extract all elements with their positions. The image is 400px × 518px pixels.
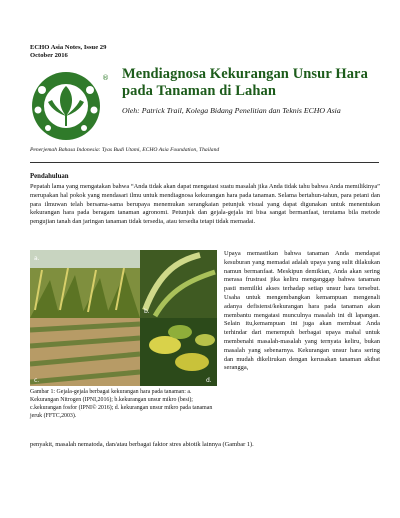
svg-text:®: ® [102, 74, 109, 82]
translator-line: Penerjemah Bahasa Indonesia: Tyas Budi Utami, ECHO Asia Foundation, Thailand [30, 147, 220, 153]
issue-header [30, 44, 106, 60]
page-title: Mendiagnosa Kekurangan Unsur Hara pada Tanaman di Lahan [122, 66, 368, 99]
figure-caption: Gambar 1: Gejala-gejala berbagai kekurangan hara pada tanaman: a. Kekurangan Nitrogen (IPNI,2016); b.kekurangan unsur mikro (besi); c.kekurangan fosfor (IPNI© 2016); d. kekurangan unsur mikro pada tanaman jeruk (FFTC,2003). [30, 389, 213, 419]
figure-label-a: a. [34, 255, 40, 262]
body-paragraph: Upaya memastikan bahwa tanaman Anda mendapat kesuburan yang memadai adalah upaya yang sulit dilakukan namun bermanfaat. Meskipun demikian, Anda akan sering merasa frustrasi jika keliru menganggap bahwa tanaman pasti memiliki akses terhadap setiap unsur hara tersebut. Usaha untuk mengembangkan kemampuan mengenali adanya defisiensi/kekurangan hara pada tanaman akan membantu mengatasi munculnya masalah ini di lapangan. Selain itu,kemampuan ini juga akan membuat Anda terhindar dari menempuh berbagai upaya mahal untuk membenahi masalah-masalah yang ternyata keliru, bukan masalah yang sebenarnya. Kekurangan unsur hara sering dan mudah dikelirukan dengan kerusakan tanaman akibat serangga, [224, 250, 380, 372]
section-heading: Pendahuluan [30, 173, 69, 180]
figure-label-d: d. [206, 377, 212, 384]
issue-date: October 2016 [30, 52, 68, 59]
body-paragraph-continued: penyakit, masalah nematoda, dan/atau berbagai faktor stres abiotik lainnya (Gambar 1). [30, 441, 254, 448]
echo-logo [30, 70, 110, 142]
figure-label-c: c. [34, 377, 40, 384]
issue-series: ECHO Asia Notes, Issue 29 [30, 44, 107, 51]
figure-label-b: b. [144, 308, 150, 315]
intro-paragraph: Pepatah lama yang mengatakan bahwa “Anda tidak akan dapat mengatasi suatu masalah jika Anda tidak tahu bahwa Anda memilikinya” merupakan hal pokok yang mendasari ilmu untuk mendiagnosa kekurangan hara pada tanaman. Selama bertahun-tahun, para petani dan para ilmuwan telah bersama-sama berupaya menemukan serangkaian petunjuk visual yang dapat digunakan untuk menentukan kekurangan hara pada beragam tanaman agronomi. Petunjuk dan gejala-gejala ini bisa sangat bermanfaat, terutama bila metode pengujian tanah dan jaringan tanaman tidak tersedia, atau tersedia tetapi tidak memadai. [30, 183, 380, 226]
author-line: Oleh: Patrick Trail, Kolega Bidang Penelitian dan Teknis ECHO Asia [122, 106, 341, 115]
divider [30, 162, 379, 163]
figure-photo-collage [30, 250, 217, 386]
